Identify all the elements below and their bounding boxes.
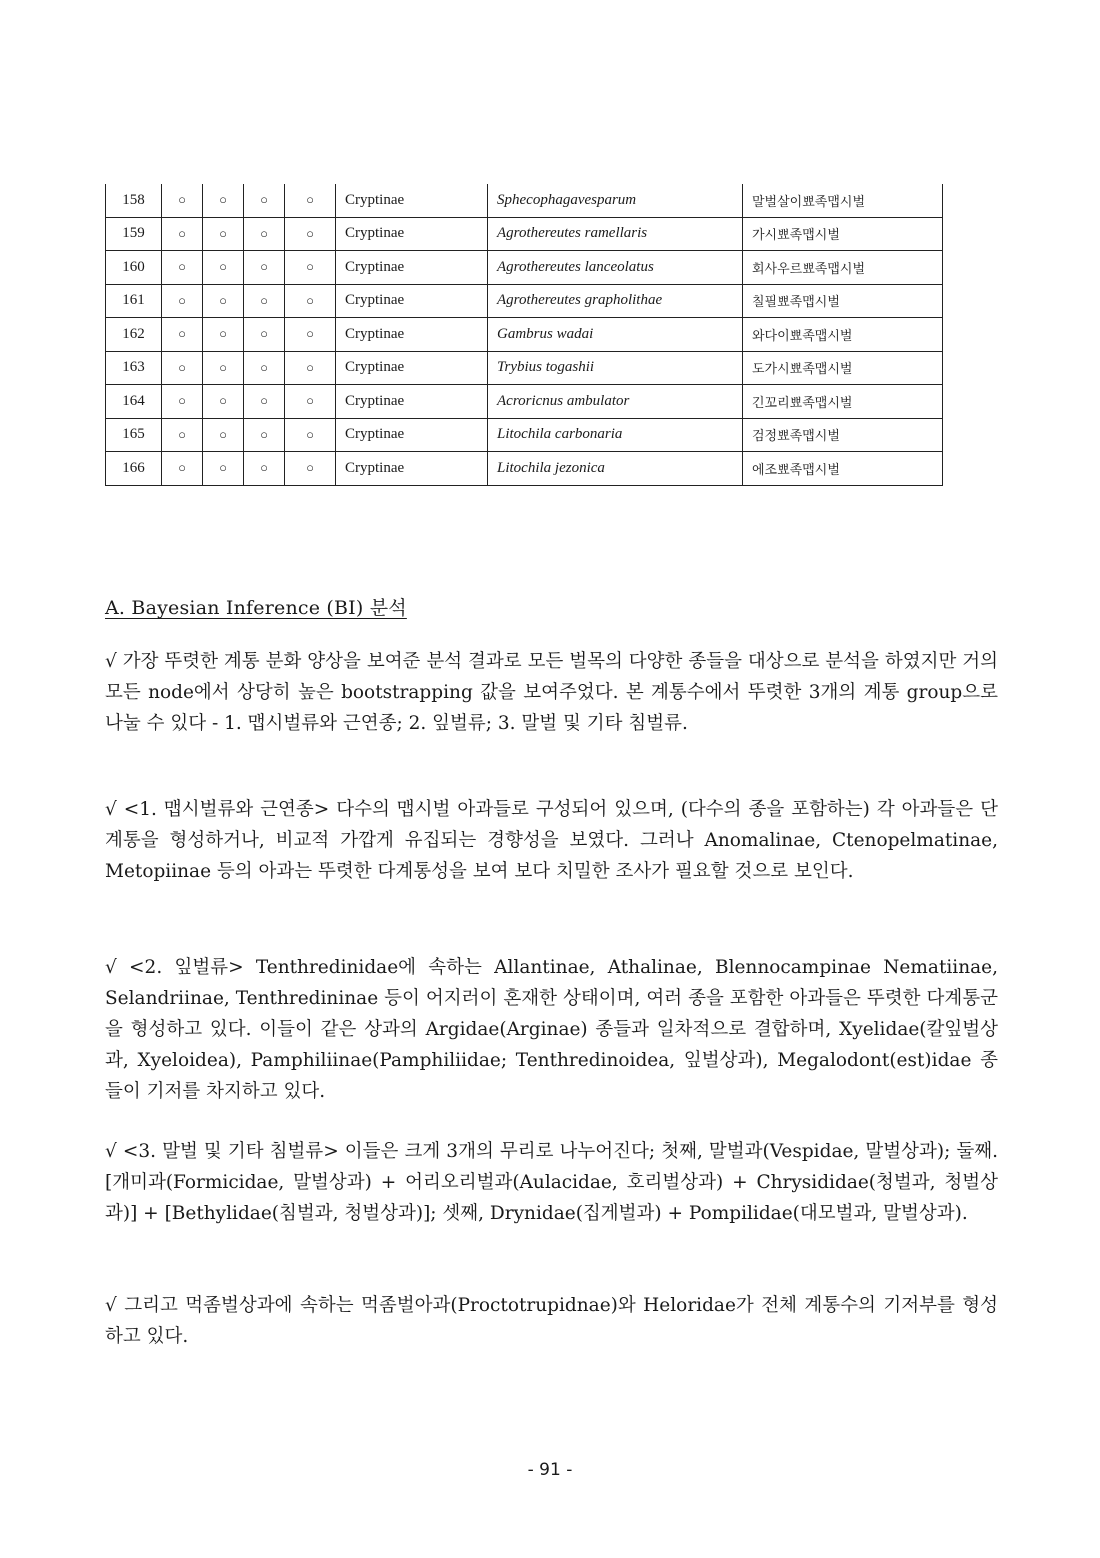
table-row — [106, 284, 943, 318]
subfamily-cell: Cryptinae — [336, 284, 488, 318]
row-number-cell: 162 — [106, 318, 162, 352]
row-number-cell: 161 — [106, 284, 162, 318]
paragraph-bi-overview: √ 가장 뚜렷한 계통 분화 양상을 보여준 분석 결과로 모든 벌목의 다양한 종들을 대상으로 분석을 하였지만 거의 모든 node에서 상당히 높은 bootstrapping 값을 보여주었다. 본 계통수에서 뚜렷한 3개의 계통 group으로 나눌 수 있다 - 1. 맵시벌류와 근연종; 2. 잎벌류; 3. 말벌 및 기타 침벌류. — [105, 651, 998, 734]
species-name-cell: Litochila carbonaria — [488, 418, 743, 452]
presence-mark-cell: ○ — [162, 184, 203, 217]
table-row — [106, 251, 943, 285]
korean-name-cell: 도가시뾰족맵시벌 — [743, 351, 943, 385]
species-name-cell: Litochila jezonica — [488, 452, 743, 486]
species-table — [105, 184, 943, 486]
presence-mark-cell: ○ — [162, 385, 203, 419]
table-row — [106, 351, 943, 385]
presence-mark-cell: ○ — [203, 385, 244, 419]
presence-mark-cell: ○ — [285, 385, 336, 419]
korean-name-cell: 가시뾰족맵시벌 — [743, 217, 943, 251]
table-row — [106, 418, 943, 452]
table-row — [106, 217, 943, 251]
table-row — [106, 184, 943, 217]
subfamily-cell: Cryptinae — [336, 385, 488, 419]
presence-mark-cell: ○ — [244, 284, 285, 318]
presence-mark-cell: ○ — [162, 418, 203, 452]
presence-mark-cell: ○ — [244, 351, 285, 385]
korean-name-cell: 말벌살이뾰족맵시벌 — [743, 184, 943, 217]
presence-mark-cell: ○ — [285, 251, 336, 285]
presence-mark-cell: ○ — [244, 251, 285, 285]
species-name-cell: Gambrus wadai — [488, 318, 743, 352]
species-table-body — [106, 184, 943, 485]
presence-mark-cell: ○ — [203, 418, 244, 452]
species-name-cell: Agrothereutes grapholithae — [488, 284, 743, 318]
page-number: - 91 - — [527, 1460, 573, 1480]
presence-mark-cell: ○ — [162, 217, 203, 251]
presence-mark-cell: ○ — [244, 217, 285, 251]
presence-mark-cell: ○ — [285, 418, 336, 452]
presence-mark-cell: ○ — [203, 217, 244, 251]
paragraph-sawfly-group: √ <2. 잎벌류> Tenthredinidae에 속하는 Allantinae, Athalinae, Blennocampinae Nematiinae, Selandriinae, Tenthredininae 등이 어지러이 혼재한 상태이며, 여러 종을 포함한 아과들은 뚜렷한 다계통군을 형성하고 있다. 이들이 같은 상과의 Argidae(Arginae) 종들과 일차적으로 결합하며, Xyelidae(칼잎벌상과, Xyeloidea), Pamphiliinae(Pamphiliidae; Tenthredinoidea, 잎벌상과), Megalodont(est)idae 종들이 기저를 차지하고 있다. — [105, 957, 998, 1102]
presence-mark-cell: ○ — [203, 452, 244, 486]
presence-mark-cell: ○ — [244, 385, 285, 419]
presence-mark-cell: ○ — [244, 184, 285, 217]
row-number-cell: 164 — [106, 385, 162, 419]
presence-mark-cell: ○ — [285, 284, 336, 318]
row-number-cell: 160 — [106, 251, 162, 285]
korean-name-cell: 와다이뾰족맵시벌 — [743, 318, 943, 352]
species-name-cell: Agrothereutes lanceolatus — [488, 251, 743, 285]
subfamily-cell: Cryptinae — [336, 418, 488, 452]
presence-mark-cell: ○ — [285, 318, 336, 352]
table-row — [106, 318, 943, 352]
korean-name-cell: 칠필뾰족맵시벌 — [743, 284, 943, 318]
table-row — [106, 385, 943, 419]
species-name-cell: Agrothereutes ramellaris — [488, 217, 743, 251]
presence-mark-cell: ○ — [203, 284, 244, 318]
presence-mark-cell: ○ — [285, 351, 336, 385]
subfamily-cell: Cryptinae — [336, 351, 488, 385]
species-name-cell: Trybius togashii — [488, 351, 743, 385]
presence-mark-cell: ○ — [285, 184, 336, 217]
presence-mark-cell: ○ — [285, 217, 336, 251]
row-number-cell: 163 — [106, 351, 162, 385]
section-heading: A. Bayesian Inference (BI) 분석 — [105, 597, 407, 619]
subfamily-cell: Cryptinae — [336, 452, 488, 486]
row-number-cell: 158 — [106, 184, 162, 217]
korean-name-cell: 회사우르뾰족맵시벌 — [743, 251, 943, 285]
presence-mark-cell: ○ — [285, 452, 336, 486]
presence-mark-cell: ○ — [162, 452, 203, 486]
presence-mark-cell: ○ — [203, 184, 244, 217]
row-number-cell: 166 — [106, 452, 162, 486]
paragraph-ichneumonid-group: √ <1. 맵시벌류와 근연종> 다수의 맵시벌 아과들로 구성되어 있으며, (다수의 종을 포함하는) 각 아과들은 단계통을 형성하거나, 비교적 가깝게 유집되는 경향성을 보였다. 그러나 Anomalinae, Ctenopelmatinae, Metopiinae 등의 아과는 뚜렷한 다계통성을 보여 보다 치밀한 조사가 필요할 것으로 보인다. — [105, 799, 998, 882]
korean-name-cell: 검정뾰족맵시벌 — [743, 418, 943, 452]
paragraph-basal-group: √ 그리고 먹좀벌상과에 속하는 먹좀벌아과(Proctotrupidnae)와 Heloridae가 전체 계통수의 기저부를 형성하고 있다. — [105, 1295, 998, 1347]
table-row — [106, 452, 943, 486]
species-name-cell: Sphecophagavesparum — [488, 184, 743, 217]
presence-mark-cell: ○ — [203, 351, 244, 385]
subfamily-cell: Cryptinae — [336, 251, 488, 285]
korean-name-cell: 에조뾰족맵시벌 — [743, 452, 943, 486]
subfamily-cell: Cryptinae — [336, 217, 488, 251]
row-number-cell: 159 — [106, 217, 162, 251]
presence-mark-cell: ○ — [203, 251, 244, 285]
presence-mark-cell: ○ — [162, 251, 203, 285]
presence-mark-cell: ○ — [244, 418, 285, 452]
presence-mark-cell: ○ — [203, 318, 244, 352]
presence-mark-cell: ○ — [244, 318, 285, 352]
presence-mark-cell: ○ — [162, 284, 203, 318]
presence-mark-cell: ○ — [162, 351, 203, 385]
presence-mark-cell: ○ — [244, 452, 285, 486]
subfamily-cell: Cryptinae — [336, 318, 488, 352]
row-number-cell: 165 — [106, 418, 162, 452]
paragraph-wasp-group: √ <3. 말벌 및 기타 침벌류> 이들은 크게 3개의 무리로 나누어진다; 첫째, 말벌과(Vespidae, 말벌상과); 둘째. [개미과(Formicidae, 말벌상과) + 어리오리벌과(Aulacidae, 호리벌상과) + Chrysididae(청벌과, 청벌상과)] + [Bethylidae(침벌과, 청벌상과)]; 셋째, Drynidae(집게벌과) + Pompilidae(대모벌과, 말벌상과). — [105, 1141, 998, 1224]
presence-mark-cell: ○ — [162, 318, 203, 352]
species-name-cell: Acroricnus ambulator — [488, 385, 743, 419]
korean-name-cell: 긴꼬리뾰족맵시벌 — [743, 385, 943, 419]
subfamily-cell: Cryptinae — [336, 184, 488, 217]
